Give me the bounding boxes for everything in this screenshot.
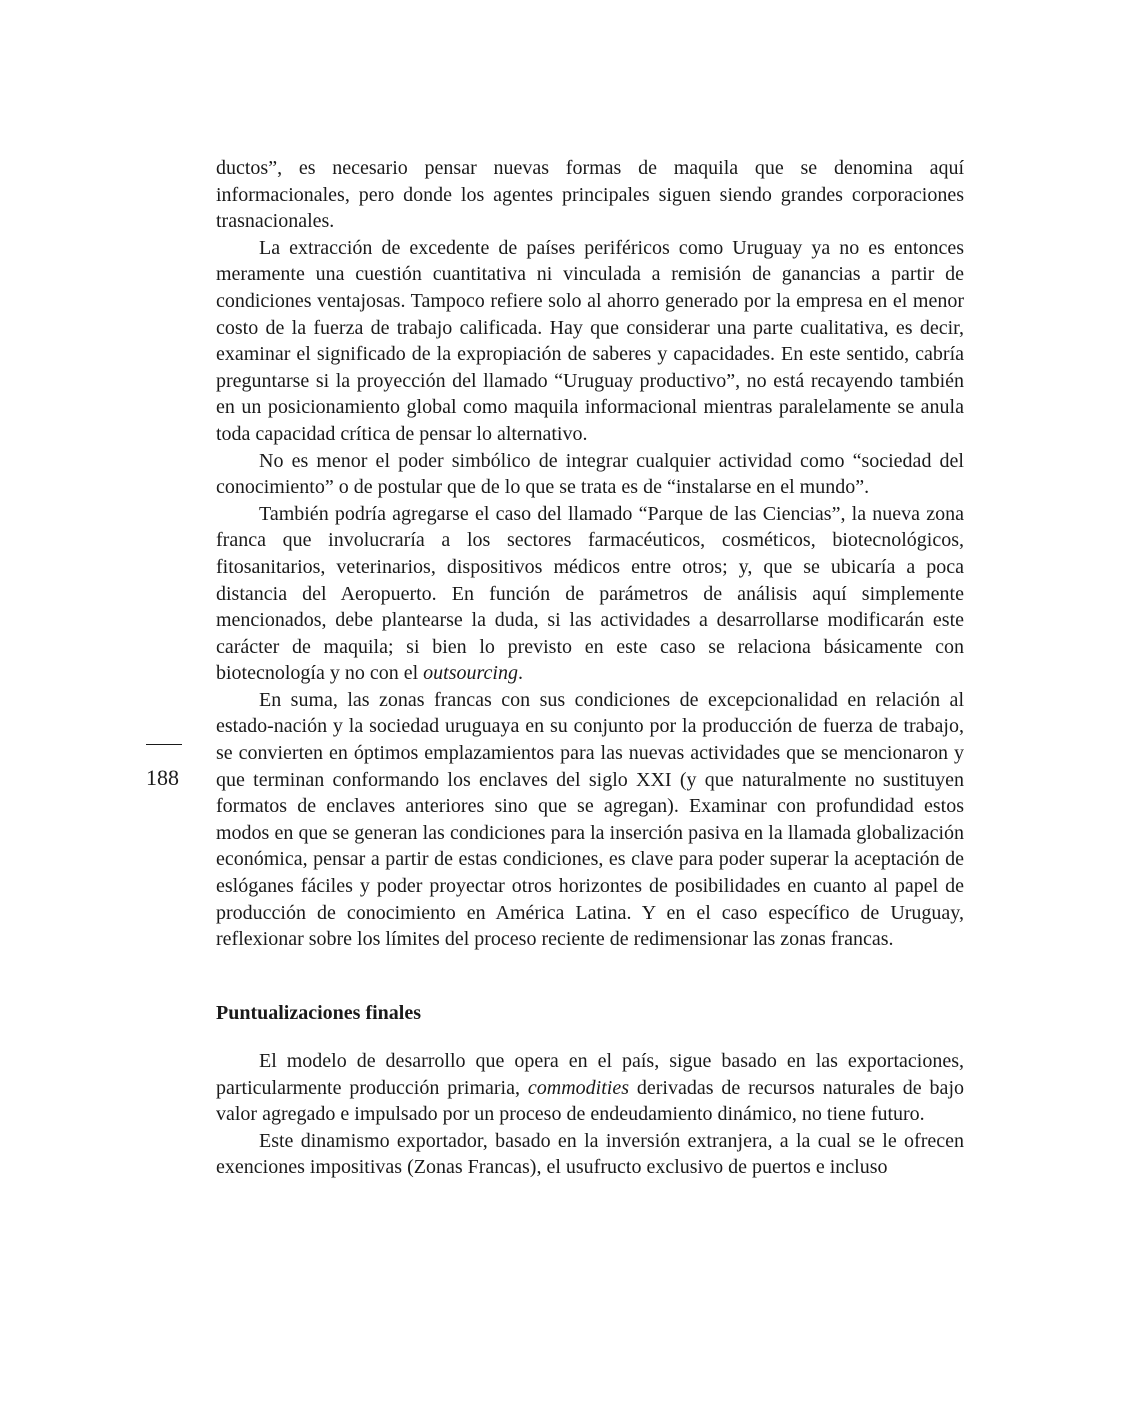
paragraph-text-end: .: [518, 662, 523, 685]
paragraph-dinamismo: Este dinamismo exportador, basado en la inversión extranjera, a la cual se le ofrecen exenciones impositivas (Zonas Francas), el usufructo exclusivo de puertos e incluso: [216, 1129, 964, 1179]
emphasis-commodities: commodities: [527, 1076, 629, 1099]
paragraph-en-suma: En suma, las zonas francas con sus condiciones de excepcionalidad en relación al estado-nación y la sociedad uruguaya en su conjunto por la producción de fuerza de trabajo, se convierten en óptimos emplazamientos para las nuevas actividades que se mencionaron y que terminan conformando los enclaves del siglo XXI (y que naturalmente no sustituyen formatos de enclaves anteriores sino que se agregan). Examinar con profundidad estos modos en que se generan las condiciones para la inserción pasiva en la llamada globalización económica, pensar a partir de estas condiciones, es clave para poder superar la aceptación de eslóganes fáciles y poder proyectar otros horizontes de posibilidades en cuanto al papel de producción de conocimiento en América Latina. Y en el caso específico de Uruguay, reflexionar sobre los límites del proceso reciente de redimensionar las zonas francas.: [216, 688, 964, 951]
paragraph-modelo-desarrollo: [216, 1048, 964, 1128]
page-number: 188: [146, 765, 179, 790]
paragraph-extraccion: La extracción de excedente de países periféricos como Uruguay ya no es entonces meramente una cuestión cuantitativa ni vinculada a remisión de ganancias a partir de condiciones ventajosas. Tampoco refiere solo al ahorro generado por la empresa en el menor costo de la fuerza de trabajo calificada. Hay que considerar una parte cualitativa, es decir, examinar el significado de la expropiación de saberes y capacidades. En este sentido, cabría preguntarse si la proyección del llamado “Uruguay productivo”, no está recayendo también en un posicionamiento global como maquila informacional mientras paralelamente se anula toda capacidad crítica de pensar lo alternativo.: [216, 236, 964, 445]
paragraph-text-end: derivadas de recursos naturales de bajo valor agregado e impulsado por un proceso de endeudamiento dinámico, no tiene futuro.: [216, 1076, 964, 1126]
section-heading: Puntualizaciones finales: [216, 1002, 422, 1024]
paragraph-text: También podría agregarse el caso del llamado “Parque de las Ciencias”, la nueva zona franca que involucraría a los sectores farmacéuticos, cosméticos, biotecnológicos, fitosanitarios, veterinarios, dispositivos médicos entre otros; y, que se ubicaría a poca distancia del Aeropuerto. En función de parámetros de análisis aquí simplemente mencionados, debe plantearse la duda, si las actividades a desarrollarse modificarán este carácter de maquila; si bien lo previsto en este caso se relaciona básicamente con biotecnología y no con el: [216, 502, 964, 685]
paragraph-text: El modelo de desarrollo que opera en el país, sigue basado en las exportaciones, particularmente producción primaria,: [216, 1050, 964, 1099]
paragraph-continuation: ductos”, es necesario pensar nuevas formas de maquila que se denomina aquí informacionales, pero donde los agentes principales siguen siendo grandes corporaciones trasnacionales.: [216, 157, 964, 233]
paragraph-poder-simbolico: No es menor el poder simbólico de integrar cualquier actividad como “sociedad del conocimiento” o de postular que de lo que se trata es de “instalarse en el mundo”.: [216, 449, 964, 499]
main-text-block: [216, 155, 964, 953]
paragraph-parque-ciencias: [216, 501, 964, 687]
emphasis-outsourcing: outsourcing: [423, 662, 518, 685]
closing-text-block: [216, 1048, 964, 1181]
page-number-rule: [146, 744, 182, 745]
